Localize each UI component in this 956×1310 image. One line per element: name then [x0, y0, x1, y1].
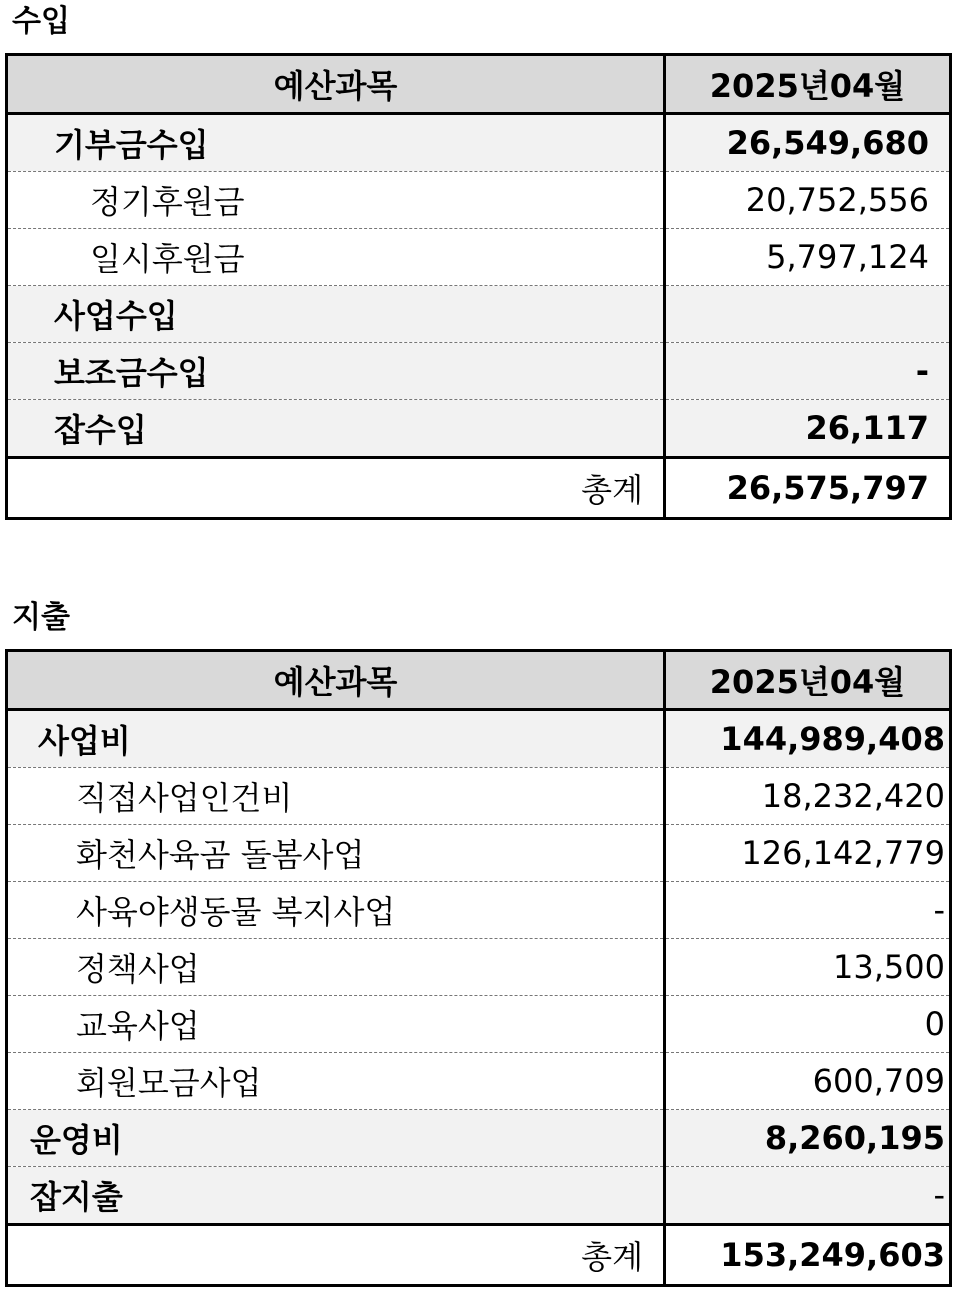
header-period: 2025년04월 — [665, 651, 951, 710]
expense-row-fundraising — [7, 1053, 951, 1110]
header-budget-item: 예산과목 — [7, 651, 665, 710]
expense-row-bear-care — [7, 825, 951, 882]
header-period: 2025년04월 — [665, 55, 951, 114]
row-amount: 13,500 — [665, 939, 951, 996]
income-table — [5, 53, 952, 520]
row-amount — [665, 286, 951, 343]
row-label: 사육야생동물 복지사업 — [7, 882, 665, 939]
row-amount: - — [665, 343, 951, 400]
row-label: 사업수입 — [7, 286, 665, 343]
expense-header-row — [7, 651, 951, 710]
expense-row-direct-labor — [7, 768, 951, 825]
row-amount: 20,752,556 — [665, 172, 951, 229]
expense-row-education — [7, 996, 951, 1053]
row-amount: - — [665, 1167, 951, 1225]
row-amount: 18,232,420 — [665, 768, 951, 825]
income-row-donation — [7, 114, 951, 172]
expense-row-policy — [7, 939, 951, 996]
row-label: 교육사업 — [7, 996, 665, 1053]
income-section-title: 수입 — [12, 4, 70, 39]
row-label: 직접사업인건비 — [7, 768, 665, 825]
expense-row-wildlife-welfare — [7, 882, 951, 939]
row-label: 보조금수입 — [7, 343, 665, 400]
row-amount: 0 — [665, 996, 951, 1053]
income-row-business — [7, 286, 951, 343]
header-budget-item: 예산과목 — [7, 55, 665, 114]
expense-row-misc — [7, 1167, 951, 1225]
expense-table — [5, 649, 952, 1287]
row-label: 사업비 — [7, 710, 665, 768]
row-label: 정기후원금 — [7, 172, 665, 229]
row-label: 일시후원금 — [7, 229, 665, 286]
income-row-regular-donation — [7, 172, 951, 229]
income-header-row — [7, 55, 951, 114]
row-amount: 144,989,408 — [665, 710, 951, 768]
row-amount: 5,797,124 — [665, 229, 951, 286]
expense-row-operating — [7, 1110, 951, 1167]
row-label: 운영비 — [7, 1110, 665, 1167]
row-label: 정책사업 — [7, 939, 665, 996]
row-amount: 126,142,779 — [665, 825, 951, 882]
total-label: 총계 — [7, 1225, 665, 1286]
row-amount: 26,549,680 — [665, 114, 951, 172]
expense-section-title: 지출 — [12, 600, 70, 635]
row-label: 회원모금사업 — [7, 1053, 665, 1110]
row-amount: 8,260,195 — [665, 1110, 951, 1167]
total-label: 총계 — [7, 458, 665, 519]
row-label: 잡수입 — [7, 400, 665, 458]
row-label: 화천사육곰 돌봄사업 — [7, 825, 665, 882]
row-amount: 26,117 — [665, 400, 951, 458]
income-total-row — [7, 458, 951, 519]
expense-total-row — [7, 1225, 951, 1286]
row-amount: 600,709 — [665, 1053, 951, 1110]
row-amount: - — [665, 882, 951, 939]
total-amount: 153,249,603 — [665, 1225, 951, 1286]
row-label: 기부금수입 — [7, 114, 665, 172]
row-label: 잡지출 — [7, 1167, 665, 1225]
total-amount: 26,575,797 — [665, 458, 951, 519]
expense-row-program — [7, 710, 951, 768]
income-row-misc — [7, 400, 951, 458]
income-row-onetime-donation — [7, 229, 951, 286]
income-row-subsidy — [7, 343, 951, 400]
